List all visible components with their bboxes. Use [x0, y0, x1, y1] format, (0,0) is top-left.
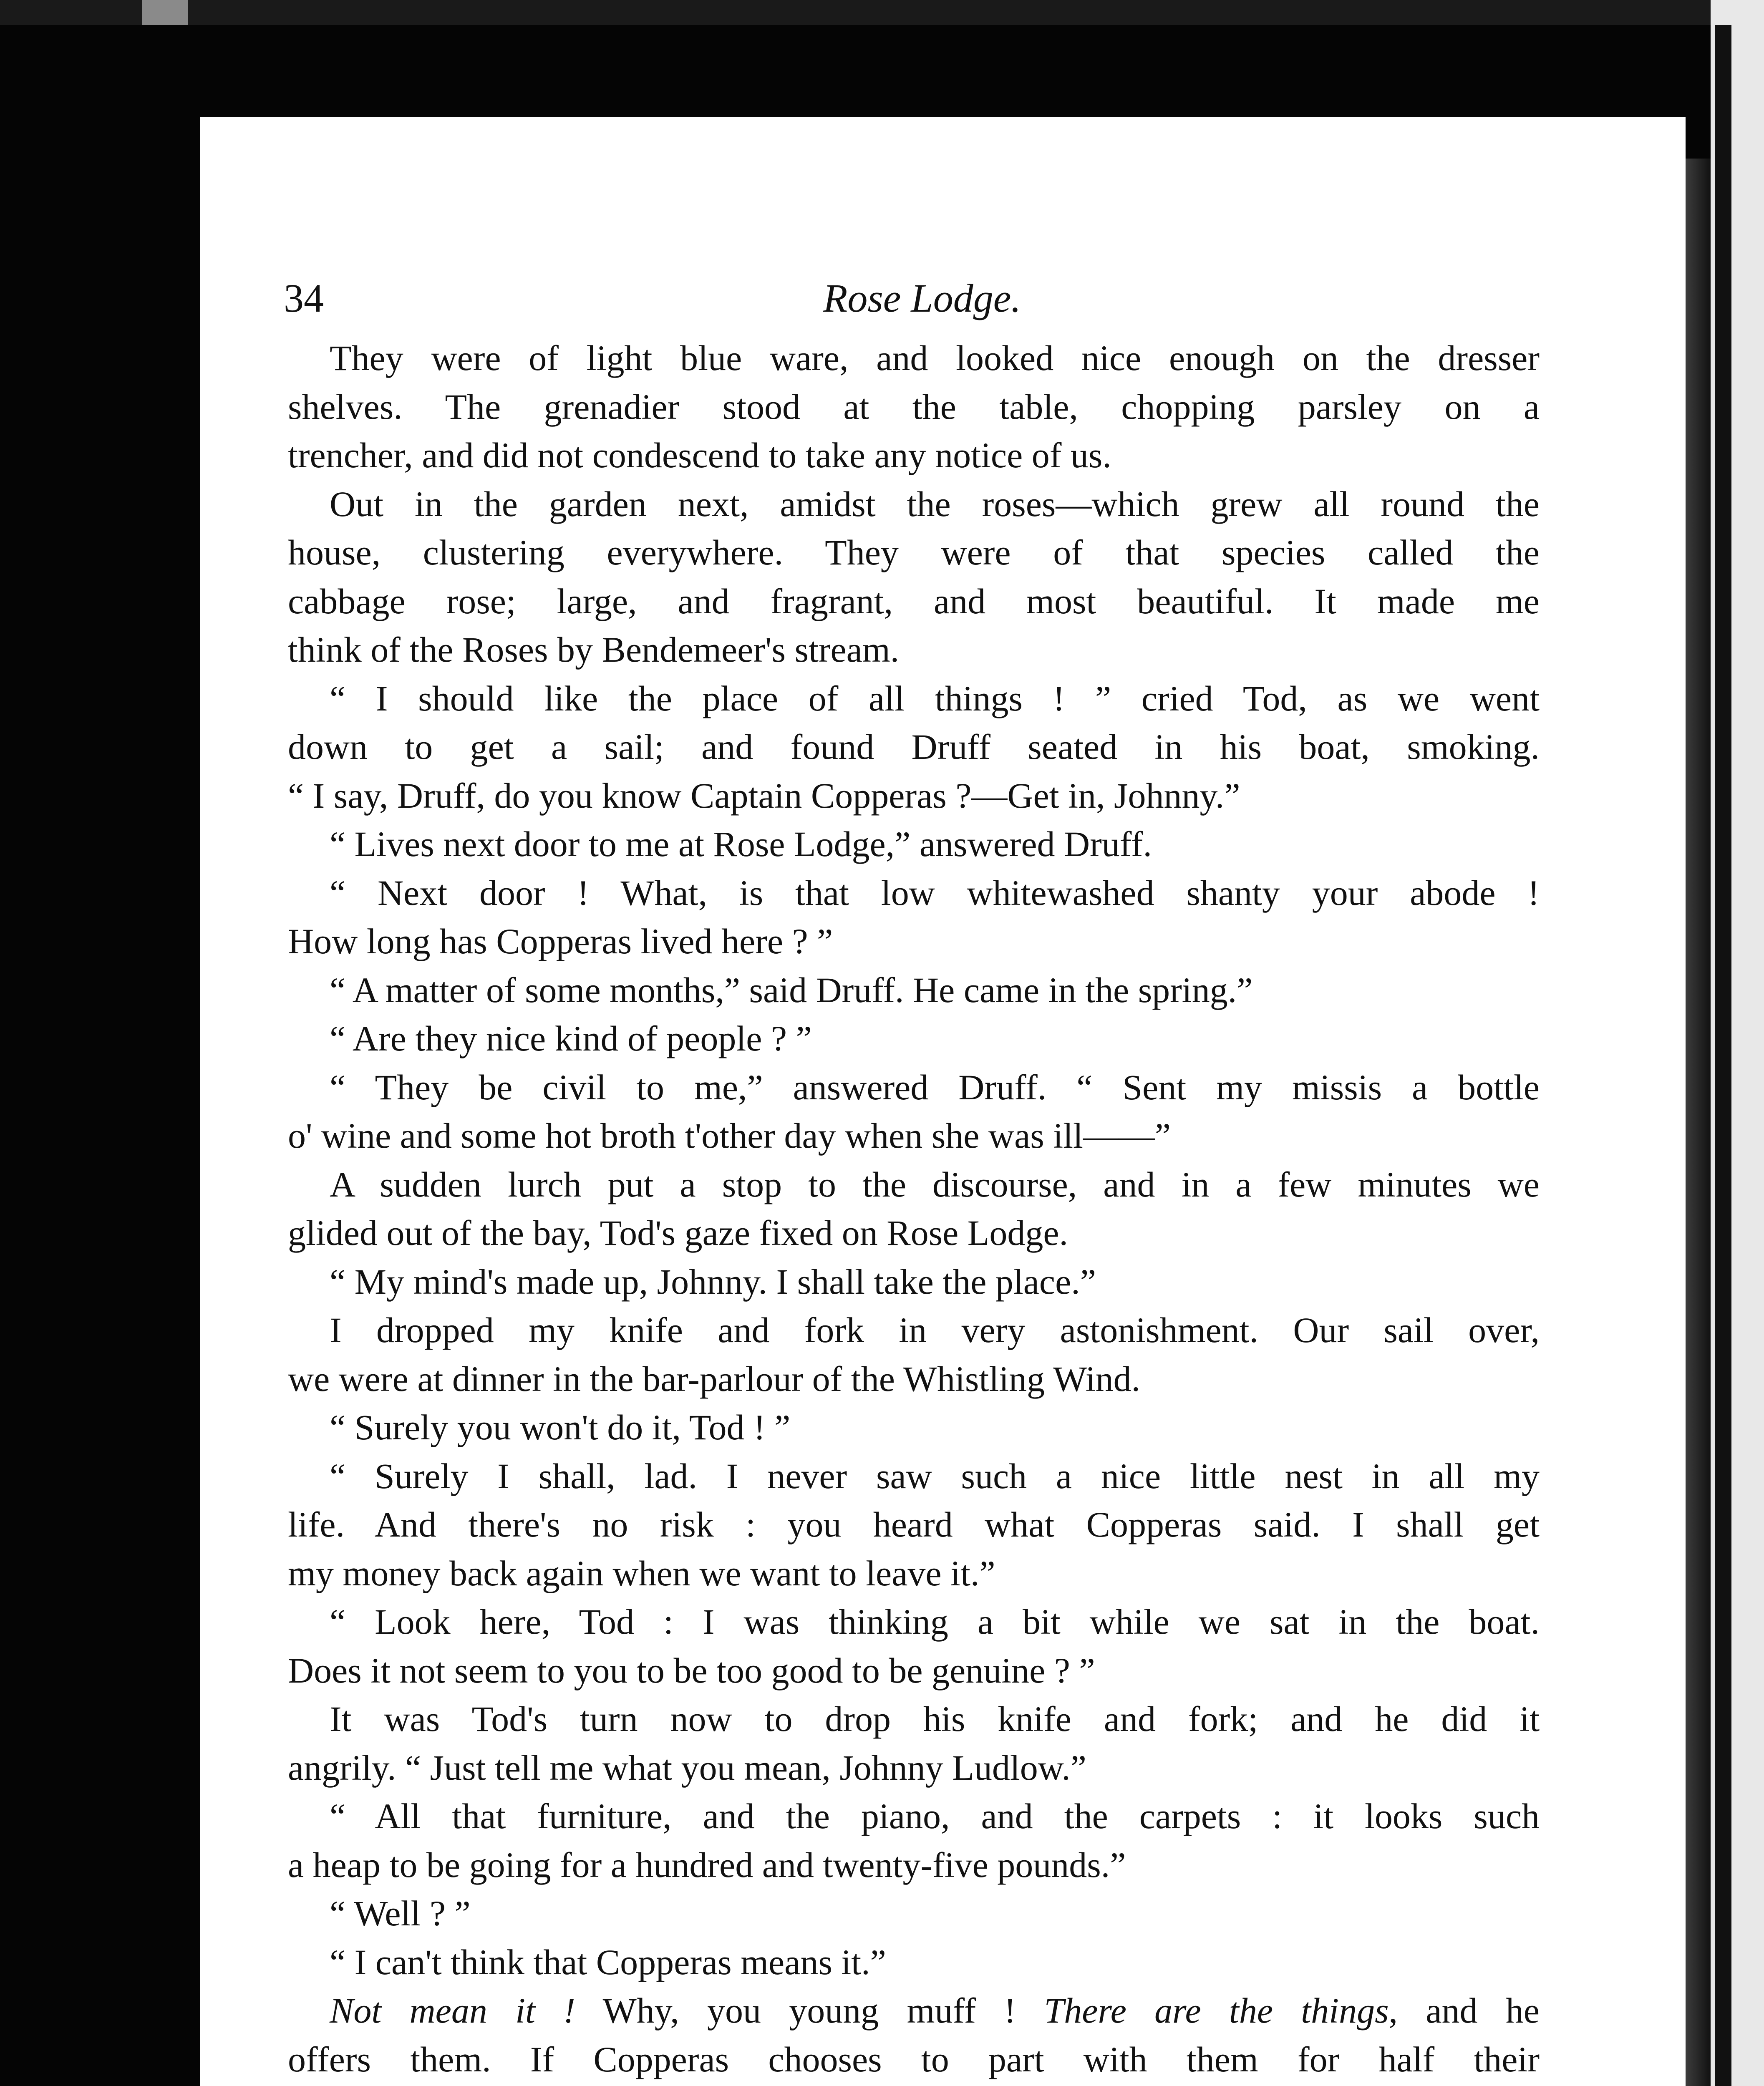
text-line: “ Well ? ” — [330, 1893, 471, 1933]
page-header — [284, 267, 1560, 330]
text-line: my money back again when we want to leave it.” — [288, 1553, 995, 1593]
page-number: 34 — [284, 276, 324, 320]
text-line: “ Are they nice kind of people ? ” — [330, 1018, 812, 1058]
text-line: offers them. If Copperas chooses to part with them for half their — [288, 2039, 1540, 2079]
text-line: cabbage rose; large, and fragrant, and most beautiful. It made me — [288, 581, 1540, 621]
text-line: trencher, and did not condescend to take any notice of us. — [288, 435, 1111, 475]
text-line: a heap to be going for a hundred and twenty-five pounds.” — [288, 1844, 1126, 1885]
text-line: “ Look here, Tod : I was thinking a bit while we sat in the boat. — [330, 1602, 1540, 1642]
text-body — [288, 334, 1540, 2086]
text-line: It was Tod's turn now to drop his knife and fork; and he did it — [330, 1699, 1540, 1739]
text-line: shelves. The grenadier stood at the table, chopping parsley on a — [288, 386, 1540, 427]
text-line: “ I say, Druff, do you know Captain Copperas ?—Get in, Johnny.” — [288, 775, 1240, 816]
text-line: Does it not seem to you to be too good to be genuine ? ” — [288, 1650, 1095, 1690]
scan-top-mark — [142, 0, 188, 25]
text-line: “ Next door ! What, is that low whitewashed shanty your abode ! — [330, 872, 1540, 913]
text-line: “ All that furniture, and the piano, and the carpets : it looks such — [330, 1796, 1540, 1836]
text-line: How long has Copperas lived here ? ” — [288, 921, 833, 961]
text-line: we were at dinner in the bar-parlour of the Whistling Wind. — [288, 1358, 1141, 1399]
running-head: Rose Lodge. — [823, 276, 1021, 320]
text-line: “ A matter of some months,” said Druff. He came in the spring.” — [330, 970, 1253, 1010]
text-line: A sudden lurch put a stop to the discourse, and in a few minutes we — [330, 1164, 1540, 1204]
text-line: down to get a sail; and found Druff seated in his boat, smoking. — [288, 727, 1540, 767]
text-line: “ Surely you won't do it, Tod ! ” — [330, 1407, 791, 1447]
text-line: They were of light blue ware, and looked nice enough on the dresser — [330, 338, 1540, 378]
text-line: “ I can't think that Copperas means it.” — [330, 1942, 886, 1982]
text-line: house, clustering everywhere. They were of that species called the — [288, 532, 1540, 572]
text-line: “ I should like the place of all things ! ” cried Tod, as we went — [330, 678, 1540, 718]
scan-top-strip — [0, 0, 1764, 25]
text-line: “ My mind's made up, Johnny. I shall take the place.” — [330, 1261, 1096, 1302]
text-line: Out in the garden next, amidst the roses—which grew all round the — [330, 484, 1540, 524]
text-line: life. And there's no risk : you heard what Copperas said. I shall get — [288, 1504, 1540, 1544]
text-fragment: , and he — [1389, 1990, 1540, 2031]
text-line: angrily. “ Just tell me what you mean, Johnny Ludlow.” — [288, 1747, 1086, 1788]
page-gutter-shadow — [1681, 159, 1711, 2086]
text-line — [288, 2083, 1540, 2086]
italic-phrase: There are the things — [1044, 1990, 1389, 2031]
text-line: “ Lives next door to me at Rose Lodge,” answered Druff. — [330, 824, 1152, 864]
text-line: I dropped my knife and fork in very astonishment. Our sail over, — [330, 1310, 1540, 1350]
text-line: glided out of the bay, Tod's gaze fixed on Rose Lodge. — [288, 1213, 1068, 1253]
text-line: think of the Roses by Bendemeer's stream. — [288, 630, 900, 670]
scan-right-edge-shadow — [1715, 25, 1731, 2086]
text-line — [288, 1986, 1540, 2035]
italic-phrase: Not mean it ! — [330, 1990, 575, 2031]
text-line: “ Surely I shall, lad. I never saw such a nice little nest in all my — [330, 1456, 1540, 1496]
text-line: “ They be civil to me,” answered Druff. “ Sent my missis a bottle — [330, 1067, 1540, 1107]
text-line: o' wine and some hot broth t'other day when she was ill——” — [288, 1116, 1171, 1156]
text-fragment: Why, you young muff ! — [575, 1990, 1044, 2031]
